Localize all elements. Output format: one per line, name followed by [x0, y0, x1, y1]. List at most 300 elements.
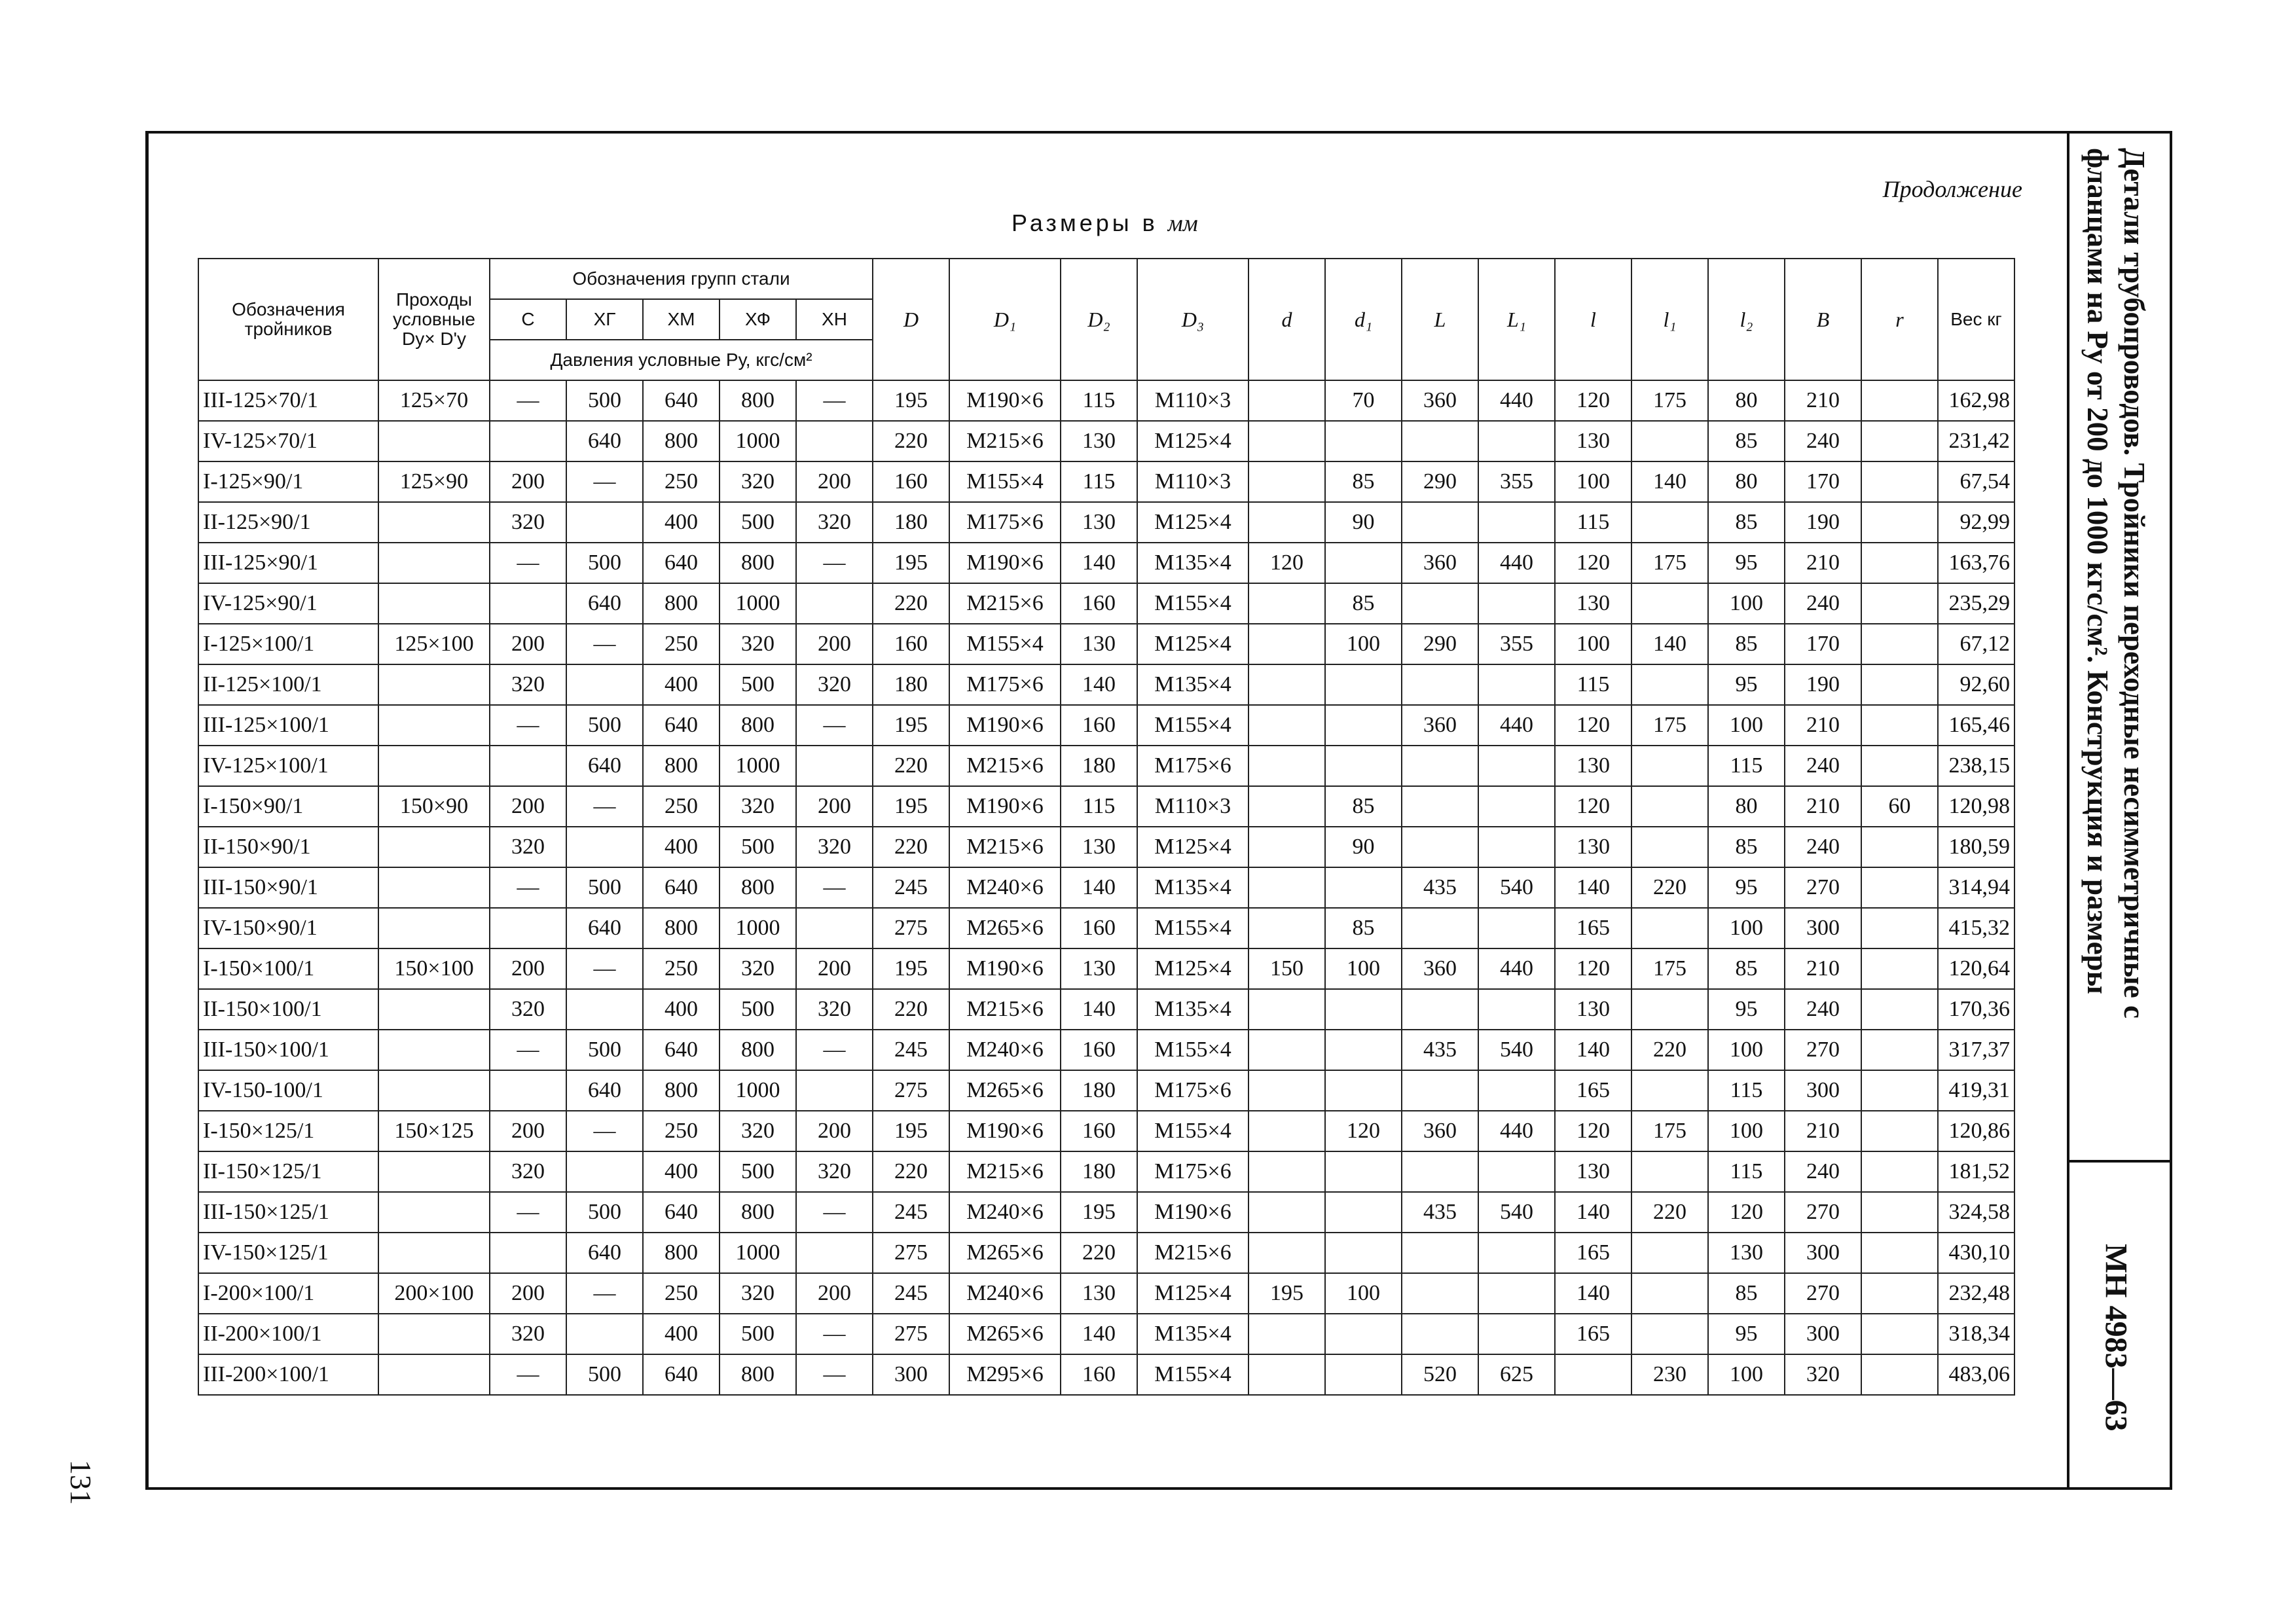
cell-d3: М125×4: [1137, 948, 1248, 989]
cell-r: [1861, 461, 1938, 502]
cell-r: [1861, 1314, 1938, 1354]
cell-l1: [1631, 786, 1708, 827]
cell-c: [490, 746, 566, 786]
table-row: [198, 1151, 2014, 1192]
cell-l2: 95: [1708, 664, 1785, 705]
cell-c: [490, 583, 566, 624]
header-steel-groups: Обозначения групп стали: [490, 259, 873, 299]
cell-l1: 230: [1631, 1354, 1708, 1395]
header-D1: D₁: [949, 259, 1061, 380]
cell-d: [1248, 583, 1325, 624]
cell-d1: [1325, 1314, 1402, 1354]
cell-xg: 640: [566, 908, 643, 948]
cell-w: 180,59: [1938, 827, 2014, 867]
table-row: [198, 421, 2014, 461]
cell-c: 320: [490, 1314, 566, 1354]
page-number: 131: [64, 1460, 98, 1505]
cell-l2: 85: [1708, 421, 1785, 461]
cell-xg: —: [566, 948, 643, 989]
cell-d2: 140: [1061, 543, 1137, 583]
cell-d: [1248, 1030, 1325, 1070]
cell-d: 220: [873, 827, 949, 867]
cell-des: IV-125×90/1: [198, 583, 378, 624]
cell-pass: [378, 908, 490, 948]
cell-w: 483,06: [1938, 1354, 2014, 1395]
cell-d1: 85: [1325, 461, 1402, 502]
cell-l2: 95: [1708, 867, 1785, 908]
cell-l: 100: [1555, 461, 1631, 502]
cell-des: IV-125×70/1: [198, 421, 378, 461]
header-group-xf: ХФ: [720, 299, 796, 340]
cell-l: 130: [1555, 583, 1631, 624]
cell-xm: 250: [643, 461, 720, 502]
cell-d3: М110×3: [1137, 380, 1248, 421]
cell-d1: 85: [1325, 908, 1402, 948]
header-group-xg: ХГ: [566, 299, 643, 340]
cell-d3: М135×4: [1137, 989, 1248, 1030]
table-row: [198, 380, 2014, 421]
cell-b: 270: [1785, 867, 1861, 908]
cell-l: [1402, 1070, 1478, 1111]
cell-l1: 140: [1631, 461, 1708, 502]
cell-l1: 355: [1478, 461, 1555, 502]
cell-d1: [1325, 1192, 1402, 1233]
cell-l: 435: [1402, 1192, 1478, 1233]
cell-l2: 100: [1708, 1111, 1785, 1151]
cell-b: 320: [1785, 1354, 1861, 1395]
cell-r: [1861, 746, 1938, 786]
cell-l1: [1631, 1273, 1708, 1314]
cell-d: [1248, 1192, 1325, 1233]
cell-d: 300: [873, 1354, 949, 1395]
table-row: [198, 624, 2014, 664]
cell-xf: 500: [720, 1151, 796, 1192]
cell-l: 115: [1555, 664, 1631, 705]
cell-d: [1248, 746, 1325, 786]
cell-xf: 500: [720, 664, 796, 705]
cell-l1: [1631, 989, 1708, 1030]
table-row: [198, 1030, 2014, 1070]
cell-des: II-125×100/1: [198, 664, 378, 705]
cell-b: 240: [1785, 989, 1861, 1030]
header-D3: D₃: [1137, 259, 1248, 380]
cell-l1: 440: [1478, 948, 1555, 989]
cell-l: [1402, 502, 1478, 543]
cell-xf: 320: [720, 1273, 796, 1314]
cell-d1: [1325, 664, 1402, 705]
cell-des: III-150×125/1: [198, 1192, 378, 1233]
cell-l: 120: [1555, 948, 1631, 989]
table-row: [198, 502, 2014, 543]
cell-r: [1861, 1111, 1938, 1151]
cell-d2: 180: [1061, 1070, 1137, 1111]
cell-d2: 130: [1061, 421, 1137, 461]
cell-w: 92,99: [1938, 502, 2014, 543]
cell-c: —: [490, 543, 566, 583]
standard-code: МН 4983—63: [2098, 1244, 2134, 1432]
cell-xf: 320: [720, 1111, 796, 1151]
cell-r: [1861, 1192, 1938, 1233]
cell-d: 120: [1248, 543, 1325, 583]
cell-d: [1248, 867, 1325, 908]
cell-c: 320: [490, 989, 566, 1030]
cell-xn: —: [796, 867, 873, 908]
cell-l2: 100: [1708, 1030, 1785, 1070]
cell-r: [1861, 1070, 1938, 1111]
continued-label: Продолжение: [1882, 176, 2022, 202]
table-row: [198, 746, 2014, 786]
cell-xg: 500: [566, 705, 643, 746]
cell-d2: 130: [1061, 948, 1137, 989]
cell-r: [1861, 624, 1938, 664]
cell-xm: 800: [643, 1233, 720, 1273]
cell-l1: [1478, 827, 1555, 867]
cell-r: [1861, 1354, 1938, 1395]
cell-xn: 320: [796, 664, 873, 705]
cell-d: [1248, 624, 1325, 664]
cell-d1: М240×6: [949, 1192, 1061, 1233]
cell-d: 220: [873, 1151, 949, 1192]
table-row: [198, 664, 2014, 705]
cell-xm: 640: [643, 867, 720, 908]
cell-des: II-150×90/1: [198, 827, 378, 867]
cell-w: 67,54: [1938, 461, 2014, 502]
cell-l: [1402, 583, 1478, 624]
cell-xn: 200: [796, 1273, 873, 1314]
cell-d: [1248, 664, 1325, 705]
cell-l2: 100: [1708, 705, 1785, 746]
header-D: D: [873, 259, 949, 380]
cell-b: 300: [1785, 1233, 1861, 1273]
cell-pass: [378, 583, 490, 624]
cell-l2: 85: [1708, 624, 1785, 664]
cell-pass: [378, 1030, 490, 1070]
cell-b: 300: [1785, 1070, 1861, 1111]
cell-des: I-150×125/1: [198, 1111, 378, 1151]
cell-xm: 400: [643, 1151, 720, 1192]
cell-c: —: [490, 1030, 566, 1070]
cell-l1: 175: [1631, 543, 1708, 583]
cell-xg: 640: [566, 421, 643, 461]
cell-d: [1248, 1070, 1325, 1111]
cell-l: 360: [1402, 543, 1478, 583]
cell-c: [490, 908, 566, 948]
cell-w: 163,76: [1938, 543, 2014, 583]
cell-l1: [1478, 989, 1555, 1030]
cell-r: [1861, 948, 1938, 989]
cell-l2: 85: [1708, 948, 1785, 989]
cell-pass: [378, 543, 490, 583]
cell-l2: 120: [1708, 1192, 1785, 1233]
cell-xg: [566, 827, 643, 867]
cell-d1: 90: [1325, 502, 1402, 543]
cell-pass: 150×125: [378, 1111, 490, 1151]
cell-l1: [1478, 786, 1555, 827]
cell-b: 170: [1785, 624, 1861, 664]
cell-pass: [378, 746, 490, 786]
cell-xg: —: [566, 1273, 643, 1314]
cell-l: [1402, 1233, 1478, 1273]
cell-pass: [378, 1192, 490, 1233]
cell-l: 130: [1555, 746, 1631, 786]
cell-l1: [1478, 1273, 1555, 1314]
table-row: [198, 827, 2014, 867]
cell-l1: 175: [1631, 705, 1708, 746]
cell-d1: М295×6: [949, 1354, 1061, 1395]
cell-l1: 220: [1631, 1030, 1708, 1070]
cell-xg: [566, 989, 643, 1030]
cell-xm: 250: [643, 1273, 720, 1314]
cell-d: 220: [873, 989, 949, 1030]
cell-l: [1402, 1273, 1478, 1314]
cell-d: [1248, 502, 1325, 543]
cell-des: II-125×90/1: [198, 502, 378, 543]
cell-w: 120,98: [1938, 786, 2014, 827]
cell-d1: М215×6: [949, 583, 1061, 624]
cell-d2: 130: [1061, 502, 1137, 543]
cell-l1: [1478, 1151, 1555, 1192]
cell-xm: 800: [643, 908, 720, 948]
cell-l: 520: [1402, 1354, 1478, 1395]
cell-d: 195: [873, 786, 949, 827]
cell-xm: 250: [643, 624, 720, 664]
table-row: [198, 989, 2014, 1030]
cell-r: [1861, 1151, 1938, 1192]
cell-des: IV-125×100/1: [198, 746, 378, 786]
cell-b: 240: [1785, 421, 1861, 461]
cell-xg: 500: [566, 1354, 643, 1395]
cell-d2: 195: [1061, 1192, 1137, 1233]
table-row: [198, 1273, 2014, 1314]
cell-des: I-200×100/1: [198, 1273, 378, 1314]
cell-xg: 640: [566, 583, 643, 624]
cell-r: 60: [1861, 786, 1938, 827]
cell-xn: 200: [796, 786, 873, 827]
cell-r: [1861, 502, 1938, 543]
cell-l1: [1478, 421, 1555, 461]
cell-pass: [378, 989, 490, 1030]
header-B: B: [1785, 259, 1861, 380]
cell-l: [1402, 786, 1478, 827]
cell-xm: 640: [643, 1030, 720, 1070]
cell-c: 320: [490, 502, 566, 543]
cell-d: 220: [873, 583, 949, 624]
cell-l1: 220: [1631, 867, 1708, 908]
cell-d: 275: [873, 1070, 949, 1111]
cell-l: 130: [1555, 1151, 1631, 1192]
cell-d3: М155×4: [1137, 1111, 1248, 1151]
cell-xm: 400: [643, 502, 720, 543]
cell-b: 240: [1785, 583, 1861, 624]
cell-d2: 130: [1061, 1273, 1137, 1314]
header-D2: D₂: [1061, 259, 1137, 380]
cell-des: III-150×90/1: [198, 867, 378, 908]
cell-l1: [1631, 1233, 1708, 1273]
cell-xf: 320: [720, 948, 796, 989]
header-weight: Вес кг: [1938, 259, 2014, 380]
cell-c: 200: [490, 1111, 566, 1151]
cell-l1: 175: [1631, 1111, 1708, 1151]
cell-xf: 1000: [720, 421, 796, 461]
cell-xm: 800: [643, 583, 720, 624]
header-l1: l₁: [1631, 259, 1708, 380]
cell-c: 200: [490, 786, 566, 827]
header-l2: l₂: [1708, 259, 1785, 380]
cell-xf: 500: [720, 989, 796, 1030]
cell-xm: 800: [643, 1070, 720, 1111]
cell-r: [1861, 543, 1938, 583]
cell-c: —: [490, 380, 566, 421]
cell-xn: —: [796, 380, 873, 421]
cell-r: [1861, 867, 1938, 908]
cell-xm: 250: [643, 948, 720, 989]
table-row: [198, 786, 2014, 827]
cell-l: 120: [1555, 380, 1631, 421]
cell-l1: 540: [1478, 867, 1555, 908]
cell-d3: М125×4: [1137, 421, 1248, 461]
cell-r: [1861, 908, 1938, 948]
cell-d3: М190×6: [1137, 1192, 1248, 1233]
cell-w: 170,36: [1938, 989, 2014, 1030]
cell-d1: М265×6: [949, 1070, 1061, 1111]
cell-l: 115: [1555, 502, 1631, 543]
cell-xf: 800: [720, 1354, 796, 1395]
cell-l: 140: [1555, 1273, 1631, 1314]
cell-xg: —: [566, 1111, 643, 1151]
cell-l: [1402, 989, 1478, 1030]
cell-l1: [1478, 1233, 1555, 1273]
cell-xf: 320: [720, 624, 796, 664]
cell-l: [1402, 664, 1478, 705]
header-passages: Проходы условные Dу× D'у: [378, 259, 490, 380]
cell-d2: 220: [1061, 1233, 1137, 1273]
cell-xg: [566, 502, 643, 543]
cell-b: 190: [1785, 502, 1861, 543]
cell-d1: [1325, 1070, 1402, 1111]
cell-xg: [566, 1151, 643, 1192]
cell-w: 430,10: [1938, 1233, 2014, 1273]
cell-d: 275: [873, 1233, 949, 1273]
cell-d1: [1325, 1233, 1402, 1273]
cell-pass: 125×90: [378, 461, 490, 502]
cell-xg: —: [566, 786, 643, 827]
cell-b: 210: [1785, 1111, 1861, 1151]
cell-des: I-125×90/1: [198, 461, 378, 502]
cell-r: [1861, 421, 1938, 461]
cell-d1: М240×6: [949, 867, 1061, 908]
cell-c: [490, 421, 566, 461]
cell-d: [1248, 1314, 1325, 1354]
cell-d1: [1325, 1030, 1402, 1070]
cell-w: 232,48: [1938, 1273, 2014, 1314]
cell-l1: [1631, 1314, 1708, 1354]
units-caption: [1011, 209, 1198, 237]
table-row: [198, 1314, 2014, 1354]
cell-c: —: [490, 1354, 566, 1395]
cell-d: 150: [1248, 948, 1325, 989]
cell-b: 300: [1785, 908, 1861, 948]
cell-l: 130: [1555, 421, 1631, 461]
cell-d: [1248, 1111, 1325, 1151]
cell-xn: 320: [796, 827, 873, 867]
cell-l1: [1631, 1070, 1708, 1111]
cell-l1: 625: [1478, 1354, 1555, 1395]
cell-b: 210: [1785, 786, 1861, 827]
cell-l: [1402, 421, 1478, 461]
cell-d3: М135×4: [1137, 867, 1248, 908]
cell-d: [1248, 827, 1325, 867]
cell-l: 435: [1402, 867, 1478, 908]
cell-l: [1402, 1314, 1478, 1354]
cell-xm: 400: [643, 664, 720, 705]
cell-d1: 85: [1325, 583, 1402, 624]
cell-xn: [796, 908, 873, 948]
cell-w: 419,31: [1938, 1070, 2014, 1111]
cell-l2: 80: [1708, 461, 1785, 502]
table-row: [198, 1233, 2014, 1273]
cell-xm: 640: [643, 705, 720, 746]
cell-d1: [1325, 1151, 1402, 1192]
cell-xn: 200: [796, 1111, 873, 1151]
cell-xf: 800: [720, 1030, 796, 1070]
cell-l1: [1631, 746, 1708, 786]
cell-d2: 140: [1061, 1314, 1137, 1354]
cell-b: 210: [1785, 380, 1861, 421]
cell-pass: [378, 1151, 490, 1192]
cell-d2: 140: [1061, 989, 1137, 1030]
cell-l: 290: [1402, 624, 1478, 664]
cell-d3: М155×4: [1137, 908, 1248, 948]
cell-d1: М175×6: [949, 664, 1061, 705]
cell-d: [1248, 786, 1325, 827]
cell-d2: 140: [1061, 867, 1137, 908]
cell-d: 275: [873, 1314, 949, 1354]
cell-xf: 1000: [720, 583, 796, 624]
cell-l: 290: [1402, 461, 1478, 502]
cell-xm: 800: [643, 746, 720, 786]
cell-d: 245: [873, 1030, 949, 1070]
table-row: [198, 583, 2014, 624]
cell-xn: —: [796, 543, 873, 583]
cell-d2: 140: [1061, 664, 1137, 705]
cell-xn: [796, 1233, 873, 1273]
table-row: [198, 867, 2014, 908]
cell-d3: М110×3: [1137, 786, 1248, 827]
cell-c: 320: [490, 664, 566, 705]
cell-xn: —: [796, 1314, 873, 1354]
header-group-xn: ХН: [796, 299, 873, 340]
cell-xm: 640: [643, 1354, 720, 1395]
cell-des: III-125×90/1: [198, 543, 378, 583]
cell-d1: 100: [1325, 1273, 1402, 1314]
cell-l1: 540: [1478, 1030, 1555, 1070]
cell-xg: [566, 1314, 643, 1354]
cell-l1: 140: [1631, 624, 1708, 664]
cell-w: 415,32: [1938, 908, 2014, 948]
cell-l1: 440: [1478, 705, 1555, 746]
cell-l1: [1631, 908, 1708, 948]
cell-d2: 160: [1061, 583, 1137, 624]
cell-l2: 115: [1708, 1151, 1785, 1192]
cell-d1: М215×6: [949, 421, 1061, 461]
cell-l: 140: [1555, 1030, 1631, 1070]
cell-b: 270: [1785, 1273, 1861, 1314]
cell-xf: 1000: [720, 1070, 796, 1111]
cell-xg: 500: [566, 867, 643, 908]
cell-l2: 95: [1708, 543, 1785, 583]
cell-d3: М125×4: [1137, 1273, 1248, 1314]
cell-des: I-150×90/1: [198, 786, 378, 827]
